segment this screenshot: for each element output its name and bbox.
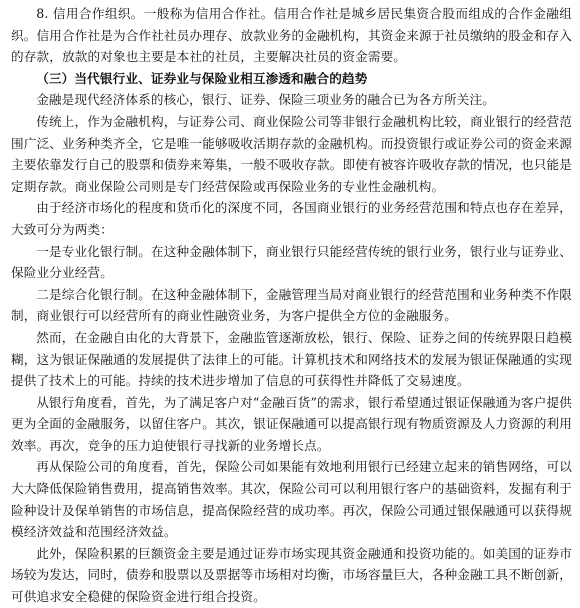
paragraph-liberalization: 然而，在金融自由化的大背景下，金融监管逐渐放松，银行、保险、证券之间的传统界限日趋模糊，这为银证保融通的发展提供了法律上的可能。计算机技术和网络技术的发展为银证保融通的实现提供了技术上的可能。持续的技术进步增加了信息的可获得性并降低了交易速度。 [11, 329, 572, 389]
paragraph-universal-banking: 二是综合化银行制。在这种金融体制下，金融管理当局对商业银行的经营范围和业务种类不作限制，商业银行可以经营所有的商业性融资业务，为客户提供全方位的金融服务。 [11, 286, 572, 324]
paragraph-intro: 金融是现代经济体系的核心，银行、证券、保险三项业务的融合已为各方所关注。 [36, 92, 495, 108]
section-heading: （三）当代银行业、证券业与保险业相互渗透和融合的趋势 [36, 70, 368, 86]
paragraph-credit-cooperatives: 8. 信用合作组织。一般称为信用合作社。信用合作社是城乡居民集资合股而组成的合作金融组织。信用合作社是为合作社社员办理存、放款业务的金融机构，其资金来源于社员缴纳的股金和存入的存款，放款的对象也主要是本社的社员，主要解决社员的资金需要。 [11, 6, 572, 65]
paragraph-specialized-banking: 一是专业化银行制。在这种金融体制下，商业银行只能经营传统的银行业务，银行业与证券业、保险业分业经营。 [11, 243, 572, 281]
paragraph-traditional: 传统上，作为金融机构，与证券公司、商业保险公司等非银行金融机构比较，商业银行的经营范围广泛、业务种类齐全，它是唯一能够吸收活期存款的金融机构。而投资银行或证券公司的资金来源主要依靠发行自己的股票和债券来筹集，一般不吸收存款。即使有被容许吸收存款的情况，也只能是定期存款。商业保险公司则是专门经营保险或再保险业务的专业性金融机构。 [11, 113, 572, 194]
paragraph-insurance-funds: 此外，保险积累的巨额资金主要是通过证券市场实现其资金融通和投资功能的。如美国的证券市场较为发达，同时，债券和股票以及票据等市场相对均衡，市场容量巨大，各种金融工具不断创新，可供追求安全稳健的保险资金进行组合投资。 [11, 545, 572, 605]
paragraph-differences: 由于经济市场化的程度和货币化的深度不同，各国商业银行的业务经营范围和特点也存在差异，大致可分为两类： [11, 200, 572, 237]
paragraph-insurer-perspective: 再从保险公司的角度看，首先，保险公司如果能有效地利用银行已经建立起来的销售网络，可以大大降低保险销售费用，提高销售效率。其次，保险公司可以利用银行客户的基础资料，发掘有利于险种设计及保单销售的市场信息，提高保险经营的成功率。再次，保险公司通过银保融通可以获得规模经济效益和范围经济效益。 [11, 459, 572, 540]
paragraph-bank-perspective: 从银行角度看，首先，为了满足客户对“金融百货”的需求，银行希望通过银证保融通为客户提供更为全面的金融服务，以留住客户。其次，银证保融通可以提高银行现有物质资源及人力资源的利用效率。再次，竞争的压力迫使银行寻找新的业务增长点。 [11, 394, 572, 453]
